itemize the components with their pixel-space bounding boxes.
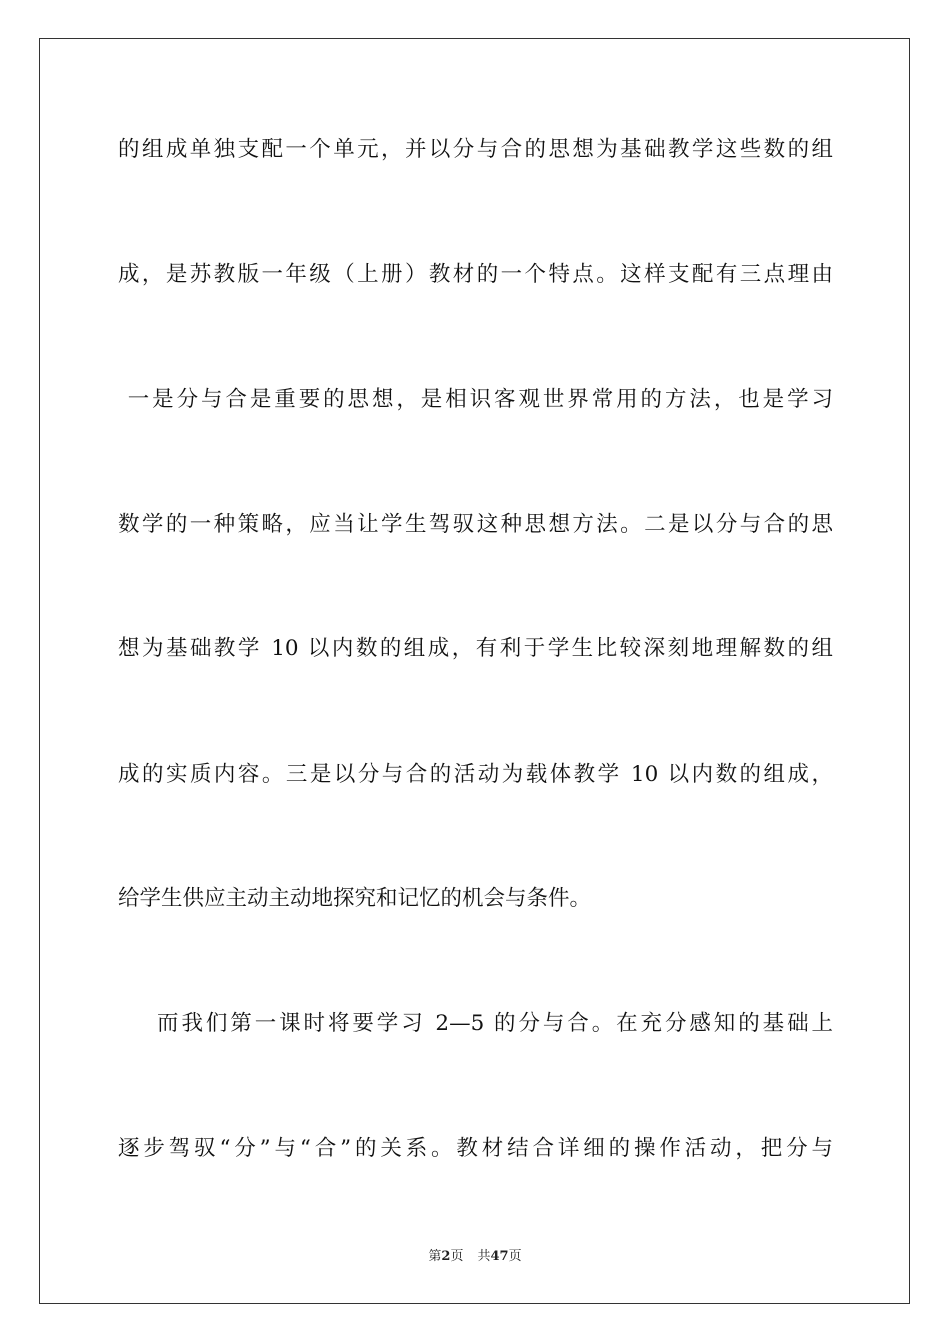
body-text-line-5: 想为基础教学 10 以内数的组成，有利于学生比较深刻地理解数的组: [118, 636, 833, 661]
body-text-line-4: 数学的一种策略，应当让学生驾驭这种思想方法。二是以分与合的思: [118, 512, 833, 537]
body-text-line-9: 逐步驾驭“分”与“合”的关系。教材结合详细的操作活动，把分与: [118, 1136, 833, 1161]
body-text-line-3: 一是分与合是重要的思想，是相识客观世界常用的方法，也是学习: [118, 387, 833, 412]
footer-total-prefix: 共: [477, 1249, 491, 1264]
footer-total-pages: 47: [490, 1249, 509, 1264]
page-border: [39, 38, 910, 1304]
footer-page-prefix: 第: [428, 1249, 442, 1264]
body-text-line-7: 给学生供应主动主动地探究和记忆的机会与条件。: [118, 886, 592, 911]
footer-page-suffix: 页: [450, 1249, 464, 1264]
footer-page-number: 2: [441, 1249, 451, 1264]
footer-total-suffix: 页: [508, 1249, 522, 1264]
body-text-line-6: 成的实质内容。三是以分与合的活动为载体教学 10 以内数的组成，: [118, 762, 833, 787]
page-footer: [0, 1248, 950, 1266]
body-text-line-8: 而我们第一课时将要学习 2—5 的分与合。在充分感知的基础上: [118, 1011, 833, 1036]
body-text-line-1: 的组成单独支配一个单元，并以分与合的思想为基础教学这些数的组: [118, 137, 833, 162]
body-text-line-2: 成，是苏教版一年级（上册）教材的一个特点。这样支配有三点理由: [118, 262, 833, 287]
